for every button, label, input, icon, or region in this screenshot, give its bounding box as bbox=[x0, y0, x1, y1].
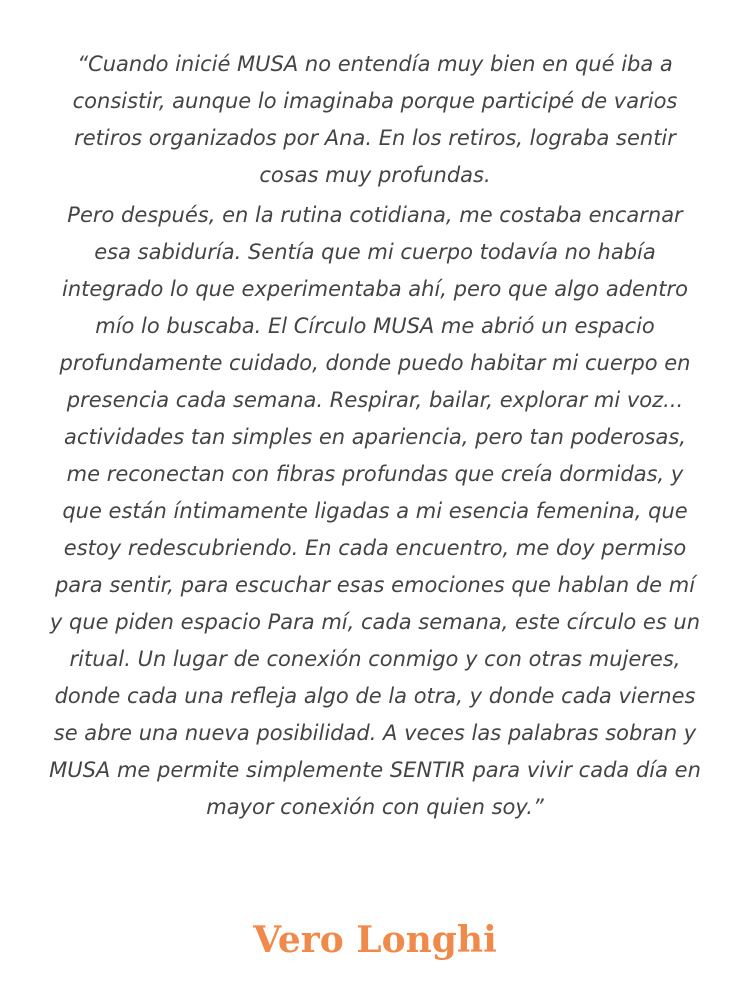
testimonial-author: Vero Longhi bbox=[253, 919, 497, 961]
quote-paragraph-2: Pero después, en la rutina cotidiana, me costaba encarnar esa sabiduría. Sentía que mi cuerpo todavía no había integrado lo que experimentaba ahí, pero que algo adentro mío lo buscaba. El Círculo MUSA me abrió un espacio profundamente cuidado, donde puedo habitar mi cuerpo en presencia cada semana. Respirar, bailar, explorar mi voz... actividades tan simples en apariencia, pero tan poderosas, me reconectan con fibras profundas que creía dormidas, y que están íntimamente ligadas a mi esencia femenina, que estoy redescubriendo. En cada encuentro, me doy permiso para sentir, para escuchar esas emociones que hablan de mí y que piden espacio Para mí, cada semana, este círculo es un ritual. Un lugar de conexión conmigo y con otras mujeres, donde cada una refleja algo de la otra, y donde cada viernes se abre una nueva posibilidad. A veces las palabras sobran y MUSA me permite simplemente SENTIR para vivir cada día en mayor conexión con quien soy.” bbox=[49, 203, 701, 819]
testimonial-quote bbox=[48, 46, 702, 826]
quote-paragraph-1: “Cuando inicié MUSA no entendía muy bien en qué iba a consistir, aunque lo imaginaba porque participé de varios retiros organizados por Ana. En los retiros, lograba sentir cosas muy profundas. bbox=[72, 52, 678, 187]
